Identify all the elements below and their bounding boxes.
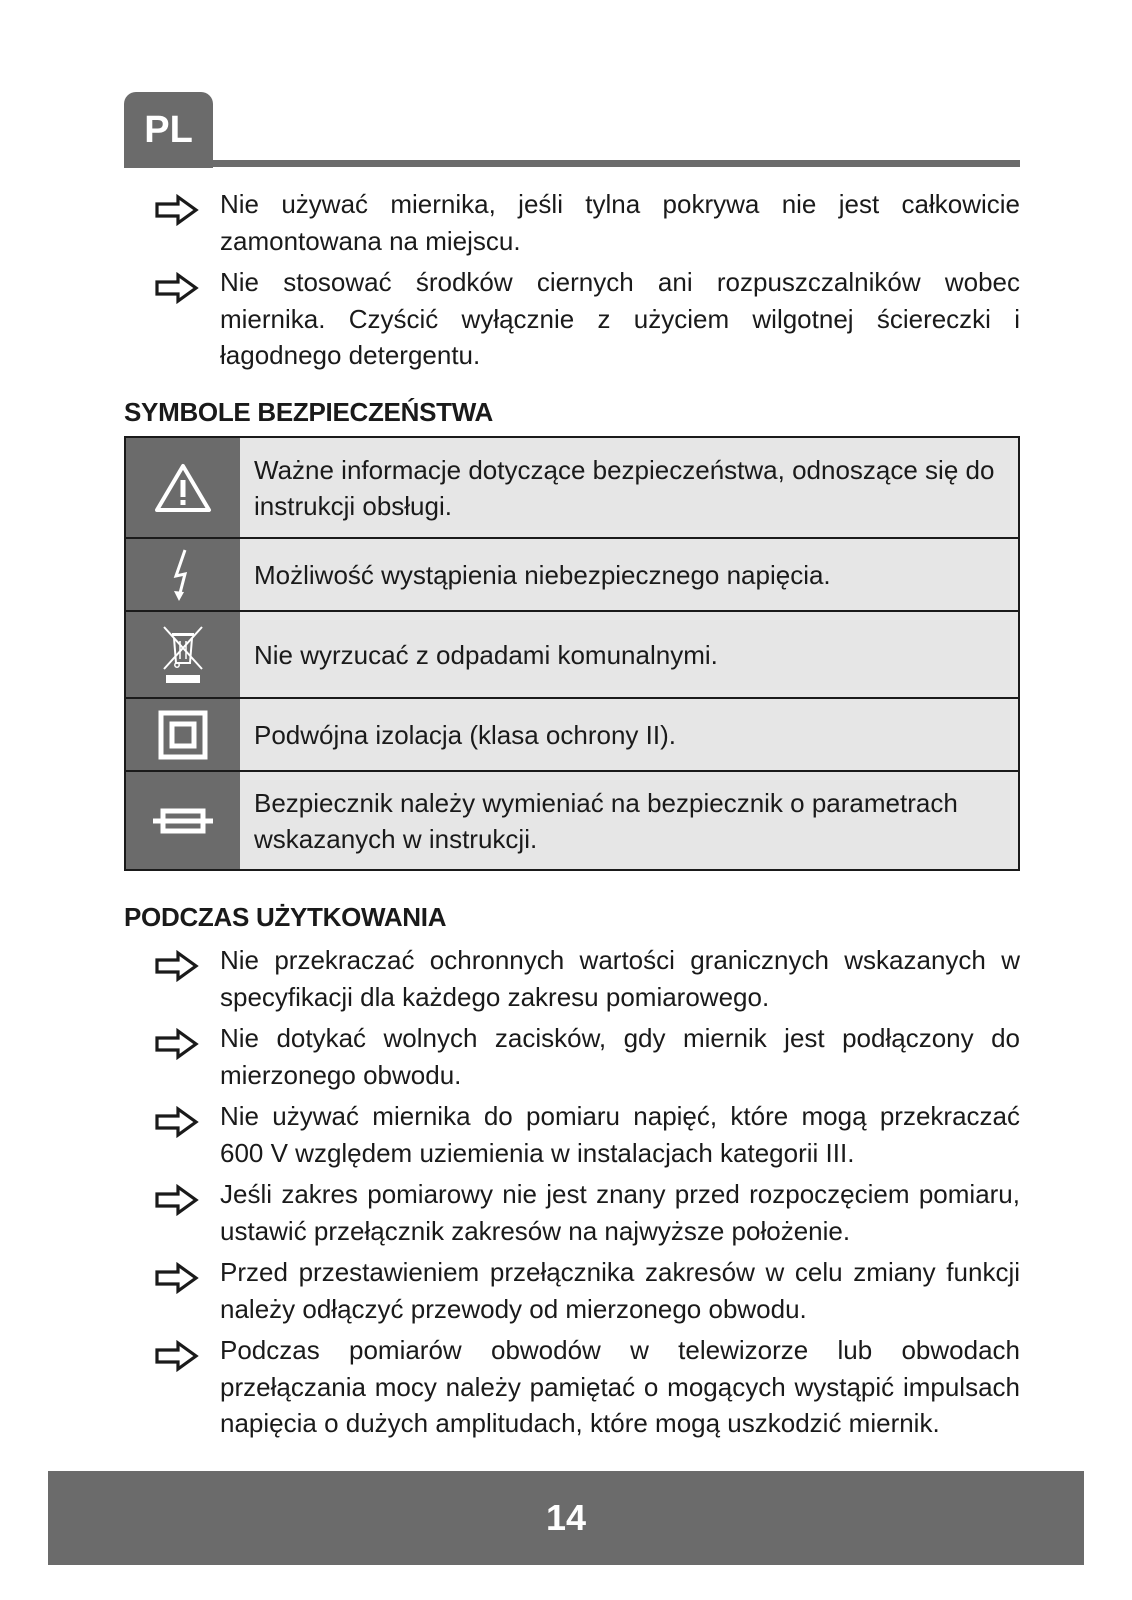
usage-bullet-list — [124, 942, 1020, 1447]
arrow-right-icon — [154, 1028, 200, 1060]
bullet-text: Jeśli zakres pomiarowy nie jest znany przed rozpoczęciem pomiaru, ustawić przełącznik zakresów na najwyższe położenie. — [220, 1179, 1020, 1246]
list-item — [124, 186, 1020, 259]
table-row — [126, 612, 1018, 699]
arrow-right-icon — [154, 1340, 200, 1372]
list-item — [124, 264, 1020, 374]
warning-triangle-icon — [126, 438, 240, 537]
footer-bar — [48, 1471, 1084, 1565]
bullet-text: Podczas pomiarów obwodów w telewizorze lub obwodach przełączania mocy należy pamiętać o mogących wystąpić impulsach napięcia o dużych amplitudach, które mogą uszkodzić miernik. — [220, 1335, 1020, 1438]
arrow-right-icon — [154, 194, 200, 226]
list-item — [124, 1332, 1020, 1442]
list-item — [124, 942, 1020, 1015]
double-insulation-icon — [126, 699, 240, 770]
list-item — [124, 1254, 1020, 1327]
table-row — [126, 772, 1018, 869]
arrow-right-icon — [154, 1184, 200, 1216]
bullet-text: Nie używać miernika, jeśli tylna pokrywa nie jest całkowicie zamontowana na miejscu. — [220, 189, 1020, 256]
arrow-right-icon — [154, 1262, 200, 1294]
page-number: 14 — [545, 1497, 587, 1538]
lightning-icon — [126, 539, 240, 610]
arrow-right-icon — [154, 272, 200, 304]
symbol-description: Możliwość wystąpienia niebezpiecznego napięcia. — [254, 559, 831, 590]
usage-heading: PODCZAS UŻYTKOWANIA — [124, 902, 447, 932]
symbol-description: Ważne informacje dotyczące bezpieczeństwa, odnoszące się do instrukcji obsługi. — [254, 454, 995, 521]
list-item — [124, 1176, 1020, 1249]
bullet-text: Przed przestawieniem przełącznika zakresów w celu zmiany funkcji należy odłączyć przewody od mierzonego obwodu. — [220, 1257, 1020, 1324]
header-rule — [124, 160, 1020, 167]
language-tab: PL — [124, 92, 213, 168]
bullet-text: Nie przekraczać ochronnych wartości granicznych wskazanych w specyfikacji dla każdego zakresu pomiarowego. — [220, 945, 1020, 1012]
symbol-description: Nie wyrzucać z odpadami komunalnymi. — [254, 639, 718, 670]
safety-symbols-heading: SYMBOLE BEZPIECZEŃSTWA — [124, 397, 493, 427]
symbol-description: Bezpiecznik należy wymieniać na bezpiecznik o parametrach wskazanych w instrukcji. — [254, 787, 958, 854]
intro-bullet-list — [124, 186, 1020, 379]
arrow-right-icon — [154, 1106, 200, 1138]
bullet-text: Nie używać miernika do pomiaru napięć, które mogą przekraczać 600 V względem uziemienia w instalacjach kategorii III. — [220, 1101, 1020, 1168]
symbol-description: Podwójna izolacja (klasa ochrony II). — [254, 719, 676, 750]
bullet-text: Nie stosować środków ciernych ani rozpuszczalników wobec miernika. Czyścić wyłącznie z użyciem wilgotnej ściereczki i łagodnego detergentu. — [220, 267, 1020, 370]
list-item — [124, 1020, 1020, 1093]
crossed-bin-icon — [126, 612, 240, 697]
list-item — [124, 1098, 1020, 1171]
fuse-icon — [126, 772, 240, 869]
table-row — [126, 699, 1018, 772]
bullet-text: Nie dotykać wolnych zacisków, gdy miernik jest podłączony do mierzonego obwodu. — [220, 1023, 1020, 1090]
arrow-right-icon — [154, 950, 200, 982]
table-row — [126, 539, 1018, 612]
safety-symbols-table — [124, 436, 1020, 871]
table-row — [126, 438, 1018, 539]
